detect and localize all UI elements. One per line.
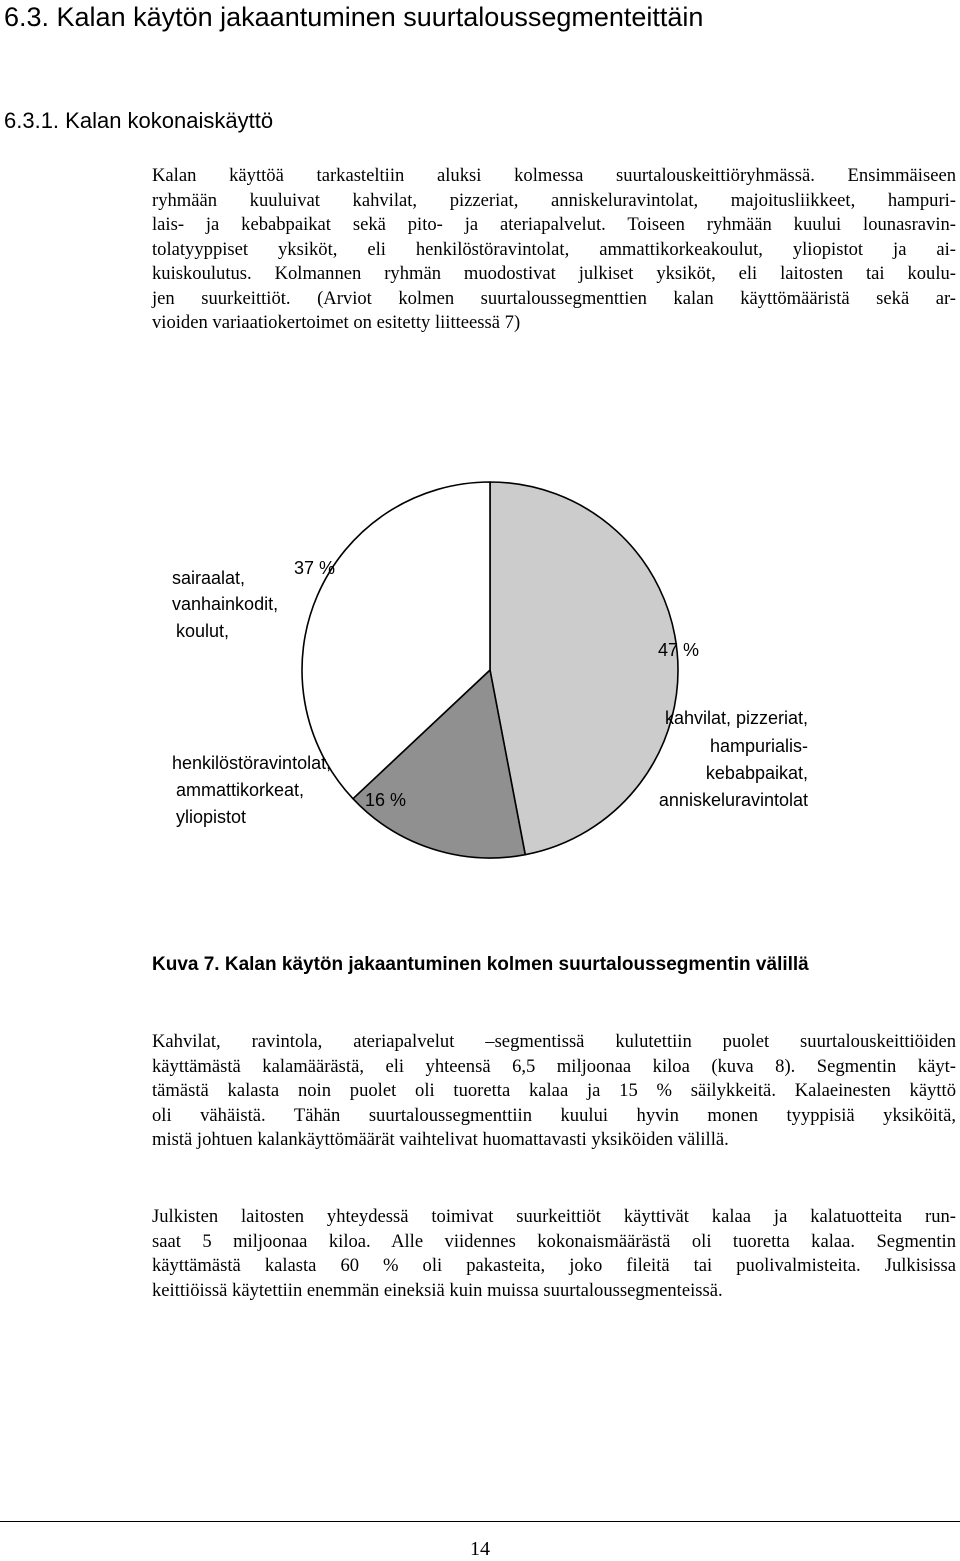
paragraph-line: tämästä kalasta noin puolet oli tuoretta kalaa ja 15 % säilykkeitä. Kalaeinesten käyttö (152, 1080, 956, 1101)
paragraph-line: Julkisten laitosten yhteydessä toimivat suurkeittiöt käyttivät kalaa ja kalatuotteita run- (152, 1206, 956, 1227)
slice-value-label: 16 % (365, 790, 407, 810)
slice-category-label: ammattikorkeat, (176, 780, 305, 800)
slice-value-label: 37 % (294, 558, 336, 578)
paragraph-line: keittiöissä käytettiin enemmän eineksiä kuin muissa suurtaloussegmenteissä. (152, 1279, 723, 1301)
slice-category-label: henkilöstöravintolat, (172, 753, 332, 773)
page-number: 14 (470, 1538, 490, 1560)
paragraph-line: jen suurkeittiöt. (Arviot kolmen suurtaloussegmenttien kalan käyttömääristä sekä ar- (152, 287, 956, 309)
slice-category-label: sairaalat, (172, 568, 246, 588)
paragraph-line: kuiskoulutus. Kolmannen ryhmän muodostivat julkiset yksiköt, eli laitosten tai koulu- (152, 263, 956, 284)
paragraph-line: Kahvilat, ravintola, ateriapalvelut –segmentissä kulutettiin puolet suurtalouskeittiöiden (152, 1031, 956, 1052)
paragraph-line: käyttämästä kalasta 60 % oli pakasteita, joko fileitä tai puolivalmisteita. Julkisissa (152, 1255, 956, 1276)
slice-category-label: kebabpaikat, (705, 763, 808, 783)
segment-paragraph (152, 1030, 956, 1153)
paragraph-line: mistä johtuen kalankäyttömäärät vaihtelivat huomattavasti yksiköiden välillä. (152, 1129, 729, 1150)
pie-chart (0, 480, 960, 860)
slice-category-label: vanhainkodit, (172, 594, 279, 614)
slice-category-label: hampurialis- (709, 736, 808, 756)
paragraph-line: vioiden variaatiokertoimet on esitetty liitteessä 7) (152, 312, 521, 333)
slice-category-label: kahvilat, pizzeriat, (664, 708, 808, 728)
slice-value-label: 47 % (658, 640, 700, 660)
paragraph-line: käyttämästä kalamäärästä, eli yhteensä 6,5 miljoonaa kiloa (kuva 8). Segmentin käyt- (152, 1055, 956, 1077)
slice-category-label: koulut, (176, 621, 230, 641)
paragraph-line: Kalan käyttöä tarkasteltiin aluksi kolmessa suurtalouskeittiöryhmässä. Ensimmäiseen (152, 165, 956, 186)
paragraph-line: tolatyyppiset yksiköt, eli henkilöstöravintolat, ammattikorkeakoulut, yliopistot ja ai- (152, 238, 956, 260)
slice-category-label: anniskeluravintolat (658, 790, 808, 810)
public-sector-paragraph (152, 1205, 956, 1303)
paragraph-line: ryhmään kuuluivat kahvilat, pizzeriat, anniskeluravintolat, majoitusliikkeet, hampuri- (152, 189, 956, 211)
figure-caption: Kuva 7. Kalan käytön jakaantuminen kolmen suurtaloussegmentin välillä (152, 954, 809, 975)
section-heading: 6.3. Kalan käytön jakaantuminen suurtaloussegmenteittäin (4, 2, 704, 32)
slice-category-label: yliopistot (176, 807, 247, 827)
footer-divider (0, 1521, 960, 1522)
subsection-heading: 6.3.1. Kalan kokonaiskäyttö (4, 108, 274, 133)
paragraph-line: saat 5 miljoonaa kiloa. Alle viidennes kokonaismäärästä oli tuoretta kalaa. Segmentin (152, 1230, 956, 1252)
paragraph-line: lais- ja kebabpaikat sekä pito- ja ateriapalvelut. Toiseen ryhmään kuului lounasravin- (152, 214, 956, 235)
intro-paragraph (152, 164, 956, 336)
pie-slice-0 (490, 482, 678, 855)
paragraph-line: oli vähäistä. Tähän suurtaloussegmenttiin kuului hyvin monen tyyppisiä yksiköitä, (152, 1104, 956, 1126)
